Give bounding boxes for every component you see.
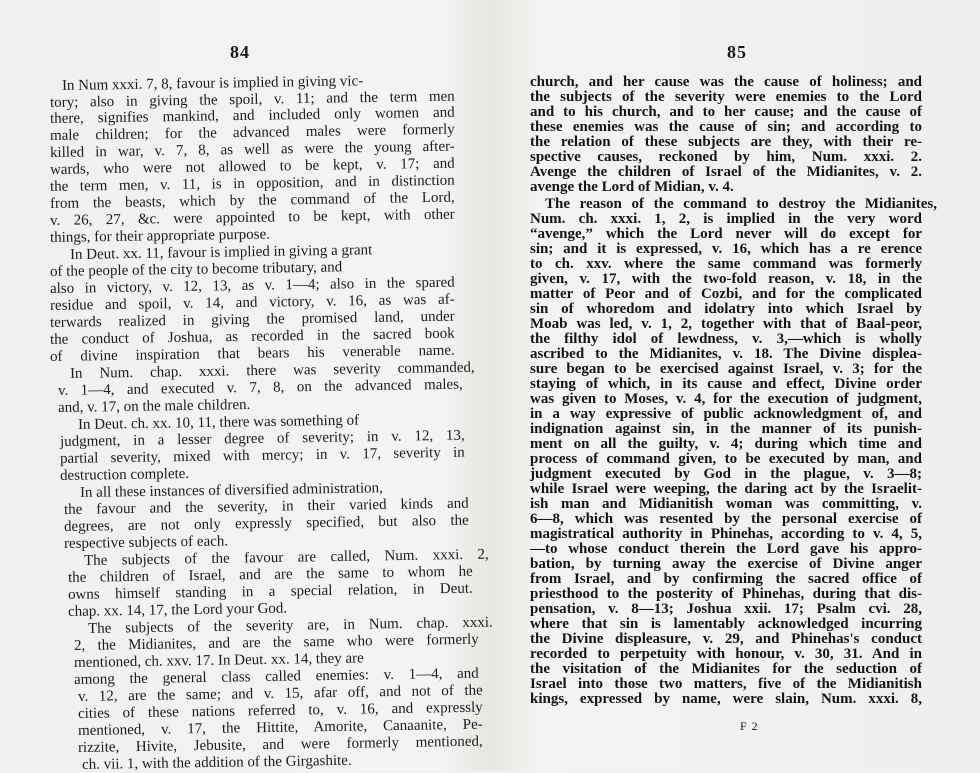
text-line: while Israel were weeping, the daring act by the Israelit- <box>530 481 922 497</box>
text-line: The subjects of the severity are, in Num. chap. xxxi. <box>87 614 493 637</box>
text-line: matter of Peor and of Cozbi, and for the complicated <box>530 286 922 302</box>
text-line: tory; also in giving the spoil, v. 11; and the term men <box>49 88 455 111</box>
text-line: in a way expressive of public acknowledgment of, and <box>530 406 922 422</box>
text-line: was given to Moses, v. 4, for the execution of judgment, <box>530 391 922 407</box>
text-line: Israel into those two matters, five of the Midianitish <box>530 676 922 692</box>
text-line: wards, who were not allowed to be kept, v. 17; and <box>49 155 455 178</box>
text-line: pensation, v. 8—13; Joshua xxii. 17; Psalm cvi. 28, <box>530 601 922 617</box>
text-line: partial severity, mixed with mercy; in v. 17, severity in <box>59 444 465 467</box>
text-line: from Israel, and by confirming the sacred office of <box>530 571 922 587</box>
text-line: —to whose conduct therein the Lord gave his appro- <box>530 541 922 557</box>
text-line: avenge the Lord of Midian, v. 4. <box>530 179 734 195</box>
text-line: the filthy idol of lewdness, v. 3,—which is wholly <box>530 331 922 347</box>
text-line: v. 1—4, and executed v. 7, 8, on the advanced males, <box>57 376 463 399</box>
text-line: killed in war, v. 7, 8, as well as were the young after- <box>49 138 455 161</box>
text-line: of divine inspiration that bears his venerable name. <box>49 342 455 365</box>
text-line: spective causes, reckoned by him, Num. xxxi. 2. <box>530 149 922 165</box>
text-line: judgment executed by God in the plague, v. 3—8; <box>530 466 922 482</box>
text-line: In all these instances of diversified administration, <box>79 480 383 501</box>
text-line: recorded to perpetuity with honour, v. 30, 31. And in <box>530 646 922 662</box>
text-line: of the people of the city to become tributary, and <box>49 259 343 280</box>
text-line: mentioned, ch. xxv. 17. In Deut. xx. 14, they are <box>73 650 364 671</box>
text-line: ascribed to the Midianites, v. 18. The Divine displea- <box>530 346 922 362</box>
text-line: and, v. 17, on the male children. <box>57 396 251 416</box>
text-line: ish man and Midianitish woman was committing, v. <box>530 496 922 512</box>
signature-mark: F 2 <box>740 719 759 733</box>
text-line: chap. xx. 14, 17, the Lord your God. <box>67 600 288 620</box>
text-line: 2, the Midianites, and are the same who were formerly <box>73 631 479 654</box>
text-line: In Num xxxi. 7, 8, favour is implied in giving vic- <box>61 73 364 94</box>
text-line: the conduct of Joshua, as recorded in the sacred book <box>49 325 455 348</box>
text-line: The subjects of the favour are called, Num. xxxi. 2, <box>83 546 489 569</box>
text-line: terwards realized in giving the promised land, under <box>49 308 455 331</box>
text-line: ch. vii. 1, with the addition of the Girgashite. <box>81 752 352 773</box>
text-line: rizzite, Hivite, Jebusite, and were formerly mentioned, <box>77 733 483 756</box>
text-line: v. 26, 27, &c. were appointed to be kept, with other <box>49 206 455 229</box>
text-line: the favour and the severity, in their varied kinds and <box>63 495 469 518</box>
text-line: the relation of these subjects are they, with their re- <box>530 134 922 150</box>
text-line: “avenge,” which the Lord never will do except for <box>530 226 922 242</box>
text-line: In Deut. ch. xx. 10, 11, there was something of <box>77 412 360 433</box>
text-line: staying of which, in its cause and effect, Divine order <box>530 376 922 392</box>
text-line: sin of whoredom and idolatry into which Israel by <box>530 301 922 317</box>
text-line: there, signifies mankind, and included only women and <box>49 104 455 127</box>
page-number-left: 84 <box>230 42 250 62</box>
text-line: where that sin is lamentably acknowledged incurring <box>530 616 922 632</box>
text-line: bation, by turning away the exercise of Divine anger <box>530 556 922 572</box>
text-line: degrees, are not only expressly specified, but also the <box>63 512 469 535</box>
text-line: process of command given, to be executed by man, and <box>530 451 922 467</box>
text-line: among the general class called enemies: v. 1—4, and <box>73 665 479 688</box>
text-line: the Divine displeasure, v. 29, and Phinehas's conduct <box>530 631 922 647</box>
text-line: kings, expressed by name, were slain, Num. xxxi. 8, <box>530 691 922 707</box>
text-line: the visitation of the Midianites for the seduction of <box>530 661 922 677</box>
text-line: the subjects of the severity were enemies to the Lord <box>530 89 922 105</box>
right-page <box>490 0 980 771</box>
text-line: sure began to be exercised against Israel, v. 3; for the <box>530 361 922 377</box>
text-line: mentioned, v. 17, the Hittite, Amorite, Canaanite, Pe- <box>77 716 483 739</box>
text-line: from the beasts, which by the command of the Lord, <box>49 189 455 212</box>
text-line: things, for their appropriate purpose. <box>49 226 271 246</box>
text-line: respective subjects of each. <box>63 533 229 552</box>
text-line: owns himself standing in a special relation, in Deut. <box>67 580 473 603</box>
text-line: judgment, in a lesser degree of severity; in v. 12, 13, <box>59 427 465 450</box>
text-line: indignation against sin, in the manner of its punish- <box>530 421 922 437</box>
page-number-right: 85 <box>727 42 747 62</box>
text-line: Moab was led, v. 1, 2, together with that of Baal-peor, <box>530 316 922 332</box>
text-line: the children of Israel, and are the same to whom he <box>67 563 473 586</box>
text-line: to ch. xxv. where the same command was formerly <box>530 256 922 272</box>
text-line: male children; for the advanced males were formerly <box>49 121 455 144</box>
text-line: In Num. chap. xxxi. there was severity commanded, <box>69 359 475 382</box>
text-line: given, v. 17, with the two-fold reason, v. 18, in the <box>530 271 922 287</box>
text-line: residue and spoil, v. 14, and victory, v. 16, as was af- <box>49 291 455 314</box>
text-line: 6—8, which was resented by the personal exercise of <box>530 511 922 527</box>
text-line: ment on all the guilty, v. 4; during which time and <box>530 436 922 452</box>
text-line: v. 12, are the same; and v. 15, afar off, and not of the <box>77 682 483 705</box>
text-line: cities of these nations referred to, v. 16, and expressly <box>77 699 483 722</box>
text-line: also in victory, v. 12, 13, as v. 1—4; also in the spared <box>49 274 455 297</box>
text-line: priesthood to the posterity of Phinehas, during that dis- <box>530 586 922 602</box>
text-line: The reason of the command to destroy the Midianites, <box>545 196 937 212</box>
text-line: sin; and it is expressed, v. 16, which has a re erence <box>530 241 922 257</box>
text-line: and to his church, and to her cause; and the cause of <box>530 104 922 120</box>
text-line: magistratical authority in Phinehas, according to v. 4, 5, <box>530 526 922 542</box>
text-line: church, and her cause was the cause of holiness; and <box>530 74 922 90</box>
text-line: Avenge the children of Israel of the Midianites, v. 2. <box>530 164 922 180</box>
text-line: Num. ch. xxxi. 1, 2, is implied in the very word <box>530 211 922 227</box>
text-line: In Deut. xx. 11, favour is implied in giving a grant <box>69 242 373 263</box>
text-line: destruction complete. <box>59 465 190 484</box>
text-line: the term men, v. 11, is in opposition, and in distinction <box>49 172 455 195</box>
text-line: these enemies was the cause of sin; and according to <box>530 119 922 135</box>
